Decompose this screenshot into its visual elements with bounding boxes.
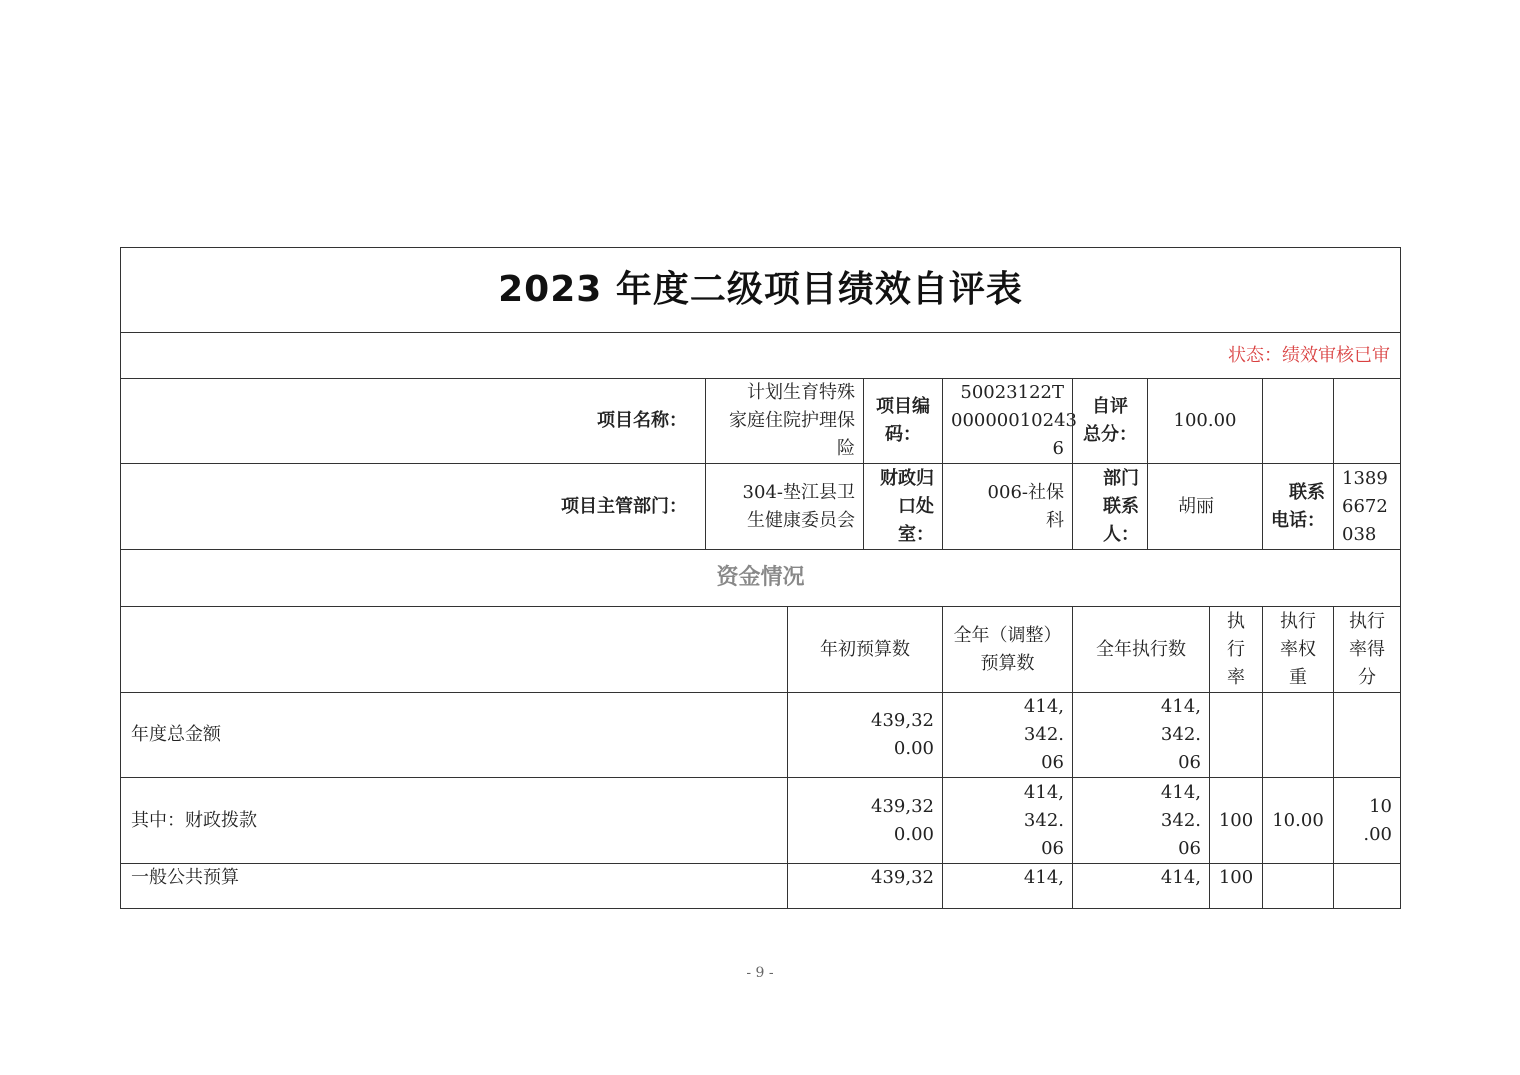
text-line: 038 — [1342, 523, 1377, 545]
row-adjusted-budget — [942, 692, 1073, 778]
text-line: 率 — [1227, 666, 1245, 688]
row-label: 一般公共预算 — [120, 863, 788, 909]
funds-header-blank — [120, 606, 788, 693]
text-line: 414, — [1160, 781, 1201, 803]
text-line: 险 — [837, 438, 855, 459]
text-line: 项目编 — [876, 396, 930, 417]
text-line: 304-垫江县卫 — [742, 481, 855, 503]
row-rate-weight — [1262, 863, 1334, 909]
text-line: 生健康委员会 — [747, 509, 855, 531]
row-adjusted-budget — [942, 777, 1073, 864]
text-line: 342. — [1160, 724, 1201, 745]
funds-section-title: 资金情况 — [120, 549, 1401, 607]
text-line: 行 — [1227, 638, 1245, 660]
text-line: 码： — [885, 424, 921, 445]
text-line: 10 — [1369, 795, 1392, 817]
row-rate — [1209, 692, 1263, 778]
text-line: .00 — [1363, 823, 1392, 845]
text-line: 科 — [1046, 509, 1064, 531]
empty-cell — [1333, 378, 1401, 464]
row-executed — [1072, 777, 1210, 864]
row-adjusted-budget — [942, 863, 1073, 909]
text-line: 联系 — [1103, 495, 1139, 517]
page-number: - 9 - — [746, 965, 774, 981]
text-line: 0.00 — [893, 738, 934, 759]
phone-value — [1333, 463, 1401, 550]
row-rate-score — [1333, 692, 1401, 778]
text-line: 分 — [1358, 666, 1376, 688]
row-rate-weight — [1262, 692, 1334, 778]
row-initial-budget — [787, 863, 943, 909]
contact-value: 胡丽 — [1147, 463, 1263, 550]
text-line: 439,32 — [871, 710, 934, 731]
row-initial-budget — [787, 692, 943, 778]
row-rate: 100 — [1209, 777, 1263, 864]
text-line: 414, — [1160, 696, 1201, 717]
row-rate: 100 — [1209, 863, 1263, 909]
text-line: 0.00 — [893, 823, 934, 845]
text-line: 342. — [1023, 724, 1064, 745]
text-line: 率权 — [1280, 638, 1316, 660]
row-rate-weight: 10.00 — [1262, 777, 1334, 864]
empty-cell — [1262, 378, 1334, 464]
header-executed: 全年执行数 — [1072, 606, 1210, 693]
text-line: 06 — [1041, 837, 1064, 859]
text-line: 06 — [1178, 752, 1201, 773]
project-name-value — [705, 378, 864, 464]
performance-table — [120, 247, 1401, 909]
row-label: 其中：财政拨款 — [120, 777, 788, 864]
row-label: 年度总金额 — [120, 692, 788, 778]
text-line: 6 — [1052, 438, 1064, 459]
row-initial-budget — [787, 777, 943, 864]
text-line: 00000010243 — [951, 410, 1077, 431]
text-line: 人： — [1103, 523, 1139, 545]
text-line: 执 — [1227, 610, 1245, 632]
text-line: 口处 — [898, 495, 934, 517]
text-line: 财政归 — [880, 467, 934, 489]
text-line: 06 — [1178, 837, 1201, 859]
text-line: 联系 — [1289, 481, 1325, 503]
text-line: 部门 — [1103, 467, 1139, 489]
text-line: 1389 — [1342, 467, 1388, 489]
header-rate — [1209, 606, 1263, 693]
text-line: 总分： — [1083, 424, 1137, 445]
dept-value — [705, 463, 864, 550]
header-rate-weight — [1262, 606, 1334, 693]
header-adjusted-budget — [942, 606, 1073, 693]
row-executed — [1072, 863, 1210, 909]
text-line: 342. — [1160, 809, 1201, 831]
header-rate-score — [1333, 606, 1401, 693]
self-score-label — [1072, 378, 1148, 464]
text-line: 414, — [1023, 781, 1064, 803]
text-line: 电话： — [1271, 509, 1325, 531]
table-title: 2023 年度二级项目绩效自评表 — [120, 247, 1401, 333]
text-line: 率得 — [1349, 638, 1385, 660]
phone-label — [1262, 463, 1334, 550]
text-line: 室： — [898, 523, 934, 545]
text-line: 预算数 — [980, 652, 1035, 674]
status-label: 状态：绩效审核已审 — [120, 332, 1401, 379]
text-line: 439,32 — [871, 867, 934, 888]
text-line: 家庭住院护理保 — [729, 410, 855, 431]
text-line: 414, — [1023, 867, 1064, 888]
row-rate-score — [1333, 863, 1401, 909]
text-line: 006-社保 — [987, 481, 1064, 503]
row-rate-score — [1333, 777, 1401, 864]
self-score-value: 100.00 — [1147, 378, 1263, 464]
text-line: 414, — [1023, 696, 1064, 717]
text-line: 50023122T — [960, 382, 1064, 403]
project-name-label: 项目名称： — [120, 378, 706, 464]
project-code-label — [863, 378, 943, 464]
finance-office-value — [942, 463, 1073, 550]
text-line: 执行 — [1280, 610, 1316, 632]
text-line: 414, — [1160, 867, 1201, 888]
project-code-value — [942, 378, 1077, 464]
header-initial-budget: 年初预算数 — [787, 606, 943, 693]
text-line: 6672 — [1342, 495, 1388, 517]
dept-label: 项目主管部门： — [120, 463, 706, 550]
text-line: 342. — [1023, 809, 1064, 831]
text-line: 439,32 — [871, 795, 934, 817]
row-executed — [1072, 692, 1210, 778]
finance-office-label — [863, 463, 943, 550]
text-line: 重 — [1289, 666, 1307, 688]
text-line: 06 — [1041, 752, 1064, 773]
contact-label — [1072, 463, 1148, 550]
text-line: 自评 — [1092, 396, 1128, 417]
text-line: 全年（调整） — [953, 624, 1062, 646]
text-line: 计划生育特殊 — [747, 382, 855, 403]
text-line: 执行 — [1349, 610, 1385, 632]
